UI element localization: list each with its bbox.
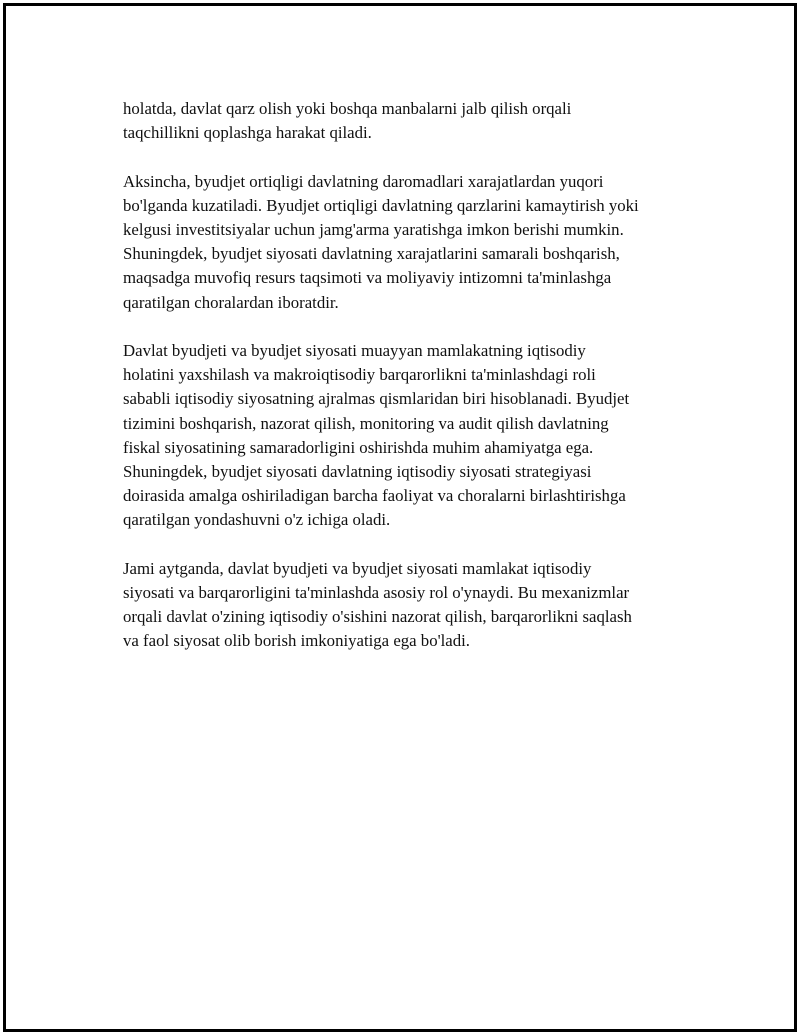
text-line: maqsadga muvofiq resurs taqsimoti va moliyaviy intizomni ta'minlashga [123, 268, 612, 288]
text-line: kelgusi investitsiyalar uchun jamg'arma yaratishga imkon berishi mumkin. [123, 220, 624, 239]
text-line: fiskal siyosatining samaradorligini oshirishda muhim ahamiyatga ega. [123, 437, 594, 457]
text-line: va faol siyosat olib borish imkoniyatiga ega bo'ladi. [123, 631, 470, 651]
paragraph-3 [123, 339, 693, 533]
text-line: Shuningdek, byudjet siyosati davlatning xarajatlarini samarali boshqarish, [123, 244, 620, 264]
text-line: holatda, davlat qarz olish yoki boshqa manbalarni jalb qilish orqali [123, 99, 572, 118]
text-line: Jami aytganda, davlat byudjeti va byudjet siyosati mamlakat iqtisodiy [123, 558, 592, 578]
text-line: siyosati va barqarorligini ta'minlashda asosiy rol o'ynaydi. Bu mexanizmlar [123, 583, 630, 603]
paragraph-2 [123, 170, 693, 315]
text-line: Davlat byudjeti va byudjet siyosati muayyan mamlakatning iqtisodiy [123, 341, 586, 360]
document-body [123, 97, 693, 678]
text-line: Shuningdek, byudjet siyosati davlatning iqtisodiy siyosati strategiyasi [123, 462, 592, 482]
paragraph-4 [123, 557, 693, 654]
text-line: Aksincha, byudjet ortiqligi davlatning daromadlari xarajatlardan yuqori [123, 171, 604, 191]
text-line: sababli iqtisodiy siyosatning ajralmas qismlaridan biri hisoblanadi. Byudjet [123, 389, 630, 409]
paragraph-1 [123, 97, 693, 145]
text-line: holatini yaxshilash va makroiqtisodiy barqarorlikni ta'minlashdagi roli [123, 365, 596, 385]
text-line: orqali davlat o'zining iqtisodiy o'sishini nazorat qilish, barqarorlikni saqlash [123, 607, 632, 627]
text-line: doirasida amalga oshiriladigan barcha faoliyat va choralarni birlashtirishga [123, 486, 626, 506]
text-line: qaratilgan choralardan iboratdir. [123, 292, 339, 312]
text-line: tizimini boshqarish, nazorat qilish, monitoring va audit qilish davlatning [123, 413, 609, 433]
text-line: taqchillikni qoplashga harakat qiladi. [123, 123, 372, 143]
page-frame [3, 3, 797, 1032]
text-line: bo'lganda kuzatiladi. Byudjet ortiqligi davlatning qarzlarini kamaytirish yoki [123, 195, 639, 215]
text-line: qaratilgan yondashuvni o'z ichiga oladi. [123, 510, 391, 530]
